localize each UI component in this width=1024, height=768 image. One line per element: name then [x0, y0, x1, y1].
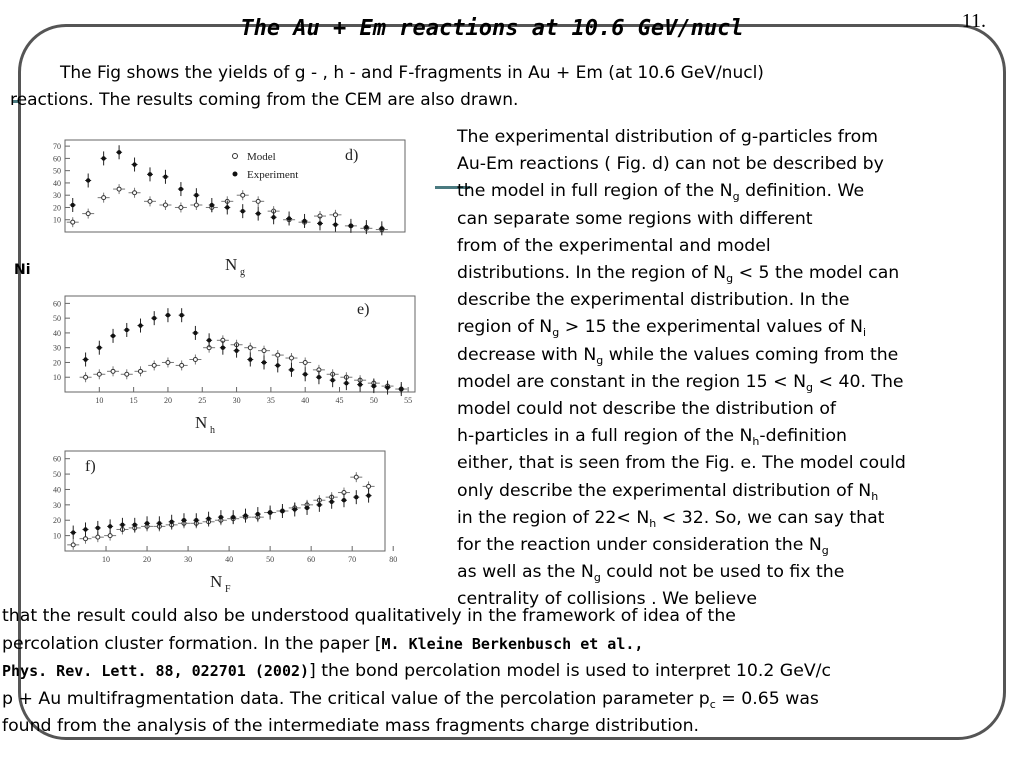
experiment-point	[145, 521, 149, 525]
experiment-point	[318, 221, 322, 225]
model-point	[193, 358, 197, 362]
experiment-point	[293, 507, 297, 511]
model-point	[111, 369, 115, 373]
chart-e	[35, 290, 435, 440]
legend-experiment-marker	[233, 172, 238, 177]
experiment-point	[83, 527, 87, 531]
experiment-point	[210, 203, 214, 207]
citation-authors: M. Kleine Berkenbusch et al.,	[381, 634, 644, 653]
intro-paragraph	[10, 60, 1000, 114]
x-tick-label: 20	[163, 396, 172, 405]
experiment-point	[248, 357, 252, 361]
model-point	[84, 537, 88, 541]
y-tick-label: 30	[53, 191, 61, 201]
experiment-point	[276, 363, 280, 367]
x-tick-label: 55	[404, 396, 413, 405]
text-line: h-particles in a full region of the $N_h$-definition	[457, 426, 847, 449]
experiment-point	[207, 338, 211, 342]
panel-label: d)	[345, 147, 359, 164]
experiment-point	[138, 323, 142, 327]
text-line: model are constant in the region $15 < N_g < 40$. The	[457, 371, 904, 394]
text-line: the model in full region of the $N_g$ definition. We	[457, 181, 865, 204]
y-tick-label: 60	[53, 154, 61, 164]
x-tick-label: 30	[232, 396, 241, 405]
text-line: from of the experimental and model	[457, 235, 771, 256]
experiment-point	[329, 500, 333, 504]
experiment-point	[120, 523, 124, 527]
citation-journal: Phys. Rev. Lett. 88, 022701 (2002)	[2, 662, 310, 680]
experiment-point	[234, 348, 238, 352]
model-point	[108, 534, 112, 538]
model-point	[71, 220, 75, 224]
experiment-point	[231, 515, 235, 519]
text-line: centrality of collisions . We believe	[457, 589, 757, 610]
text-line: Phys. Rev. Lett. 88, 022701 (2002)] the bond percolation model is used to interpret 10.2 GeV/c	[2, 661, 831, 681]
experiment-point	[111, 334, 115, 338]
panel-label: e)	[357, 301, 370, 318]
text-line: in the region of $22< N_h < 32$. So, we can say that	[457, 507, 885, 530]
model-point	[84, 375, 88, 379]
experiment-point	[243, 513, 247, 517]
x-axis-label: N	[210, 572, 223, 591]
model-point	[289, 356, 293, 360]
model-point	[166, 360, 170, 364]
experiment-point	[302, 219, 306, 223]
experiment-point	[125, 328, 129, 332]
right-paragraph	[457, 124, 1017, 614]
model-point	[125, 372, 129, 376]
x-tick-label: 20	[143, 555, 152, 564]
y-tick-label: 10	[53, 215, 61, 225]
experiment-point	[179, 187, 183, 191]
x-tick-label: 10	[95, 396, 104, 405]
experiment-point	[101, 156, 105, 160]
x-tick-label: 80	[389, 555, 398, 564]
bottom-paragraph	[2, 603, 1022, 741]
model-point	[180, 363, 184, 367]
experiment-point	[179, 313, 183, 317]
experiment-point	[182, 518, 186, 522]
experiment-point	[342, 498, 346, 502]
experiment-point	[399, 387, 403, 391]
x-tick-label: 40	[225, 555, 234, 564]
model-point	[117, 187, 121, 191]
model-point	[152, 363, 156, 367]
model-point	[86, 212, 90, 216]
text-line: that the result could also be understood qualitatively in the framework of idea of the	[2, 606, 736, 626]
experiment-point	[225, 205, 229, 209]
ni-label: Ni	[14, 262, 31, 278]
experiment-point	[303, 372, 307, 376]
experiment-point	[166, 313, 170, 317]
y-tick-label: 10	[53, 531, 61, 541]
model-point	[133, 191, 137, 195]
experiment-point	[152, 316, 156, 320]
model-point	[148, 199, 152, 203]
y-tick-label: 20	[53, 516, 61, 526]
experiment-point	[354, 495, 358, 499]
x-tick-label: 15	[129, 396, 138, 405]
x-tick-label: 60	[307, 555, 316, 564]
y-tick-label: 60	[53, 299, 61, 309]
model-point	[333, 213, 337, 217]
x-tick-label: 25	[198, 396, 207, 405]
experiment-point	[163, 175, 167, 179]
chart-f	[35, 445, 435, 595]
experiment-point	[194, 518, 198, 522]
experiment-point	[268, 510, 272, 514]
experiment-point	[71, 203, 75, 207]
y-tick-label: 30	[53, 343, 61, 353]
y-tick-label: 40	[53, 328, 61, 338]
x-axis-label-sub: g	[240, 267, 245, 278]
intro-line: reactions. The results coming from the CEM are also drawn.	[10, 90, 519, 110]
x-tick-label: 30	[184, 555, 193, 564]
model-point	[303, 360, 307, 364]
experiment-point	[193, 331, 197, 335]
x-tick-label: 45	[335, 396, 344, 405]
model-point	[163, 203, 167, 207]
model-point	[96, 535, 100, 539]
y-tick-label: 20	[53, 358, 61, 368]
text-line: model could not describe the distribution of	[457, 399, 836, 420]
experiment-point	[380, 226, 384, 230]
legend-experiment-label: Experiment	[247, 169, 299, 181]
x-axis-label: N	[225, 255, 238, 274]
experiment-point	[349, 224, 353, 228]
text-line: Au-Em reactions ( Fig. d) can not be described by	[457, 154, 884, 175]
x-tick-label: 50	[369, 396, 378, 405]
model-point	[179, 205, 183, 209]
experiment-point	[194, 193, 198, 197]
experiment-point	[330, 378, 334, 382]
experiment-point	[133, 523, 137, 527]
legend-model-label: Model	[247, 151, 276, 163]
experiment-point	[366, 493, 370, 497]
model-point	[354, 475, 358, 479]
legend-model-marker	[233, 154, 238, 159]
experiment-point	[219, 515, 223, 519]
y-tick-label: 40	[53, 178, 61, 188]
text-line: The experimental distribution of g-particles from	[457, 127, 878, 147]
model-point	[138, 369, 142, 373]
x-tick-label: 40	[301, 396, 310, 405]
experiment-point	[287, 216, 291, 220]
experiment-point	[317, 503, 321, 507]
text-line: can separate some regions with different	[457, 208, 813, 229]
experiment-point	[86, 178, 90, 182]
y-tick-label: 50	[53, 470, 61, 480]
experiment-point	[271, 215, 275, 219]
experiment-point	[108, 524, 112, 528]
text-line: decrease with $N_g$ while the values coming from the	[457, 344, 899, 367]
intro-line: The Fig shows the yields of g - , h - and F-fragments in Au + Em (at 10.6 GeV/nucl)	[60, 63, 764, 83]
model-point	[367, 484, 371, 488]
x-axis-label: N	[195, 413, 208, 432]
experiment-point	[132, 162, 136, 166]
experiment-point	[97, 345, 101, 349]
text-line: only describe the experimental distribution of $N_h$	[457, 480, 879, 503]
x-tick-label: 35	[266, 396, 275, 405]
model-point	[97, 372, 101, 376]
y-tick-label: 70	[53, 142, 61, 152]
text-line: found from the analysis of the intermediate mass fragments charge distribution.	[2, 716, 700, 736]
x-tick-label: 10	[102, 555, 111, 564]
x-tick-label: 50	[266, 555, 275, 564]
experiment-point	[71, 530, 75, 534]
text-line: percolation cluster formation. In the paper [M. Kleine Berkenbusch et al.,	[2, 633, 644, 654]
experiment-point	[333, 222, 337, 226]
model-point	[256, 199, 260, 203]
model-point	[102, 196, 106, 200]
experiment-point	[206, 516, 210, 520]
text-line: p + Au multifragmentation data. The critical value of the percolation parameter $p_c = 0.65$ was	[2, 688, 819, 711]
experiment-point	[385, 385, 389, 389]
chart-d	[35, 132, 435, 282]
y-tick-label: 50	[53, 314, 61, 324]
experiment-point	[256, 211, 260, 215]
experiment-point	[280, 509, 284, 513]
experiment-point	[358, 382, 362, 386]
model-point	[71, 543, 75, 547]
text-line: distributions. In the region of $N_g < 5$ the model can	[457, 263, 900, 286]
experiment-point	[344, 381, 348, 385]
text-line: as well as the $N_g$ could not be used to fix the	[457, 562, 845, 585]
experiment-point	[96, 526, 100, 530]
model-point	[262, 349, 266, 353]
experiment-point	[221, 345, 225, 349]
y-tick-label: 10	[53, 373, 61, 383]
x-axis-label-sub: F	[225, 584, 231, 595]
experiment-point	[364, 225, 368, 229]
panel-label: f)	[85, 458, 96, 475]
experiment-point	[317, 375, 321, 379]
model-point	[276, 353, 280, 357]
experiment-point	[169, 520, 173, 524]
x-axis-label-sub: h	[210, 425, 215, 436]
model-point	[194, 203, 198, 207]
page-number: 11.	[961, 10, 986, 32]
experiment-point	[372, 384, 376, 388]
experiment-point	[148, 172, 152, 176]
y-tick-label: 50	[53, 166, 61, 176]
experiment-point	[256, 512, 260, 516]
slide-title: The Au + Em reactions at 10.6 GeV/nucl	[240, 16, 744, 41]
y-tick-label: 40	[53, 485, 61, 495]
y-tick-label: 60	[53, 454, 61, 464]
text-line: for the reaction under consideration the $N_g$	[457, 535, 829, 558]
experiment-point	[305, 506, 309, 510]
experiment-point	[241, 209, 245, 213]
y-tick-label: 20	[53, 203, 61, 213]
x-tick-label: 70	[348, 555, 357, 564]
experiment-point	[289, 368, 293, 372]
experiment-point	[83, 357, 87, 361]
text-line: region of $N_g > 15$ the experimental values of $N_i$	[457, 317, 867, 340]
model-point	[241, 193, 245, 197]
model-point	[248, 346, 252, 350]
text-line: either, that is seen from the Fig. e. The model could	[457, 453, 906, 474]
text-line: describe the experimental distribution. In the	[457, 290, 850, 311]
experiment-point	[117, 150, 121, 154]
y-tick-label: 30	[53, 500, 61, 510]
experiment-point	[262, 360, 266, 364]
experiment-point	[157, 521, 161, 525]
